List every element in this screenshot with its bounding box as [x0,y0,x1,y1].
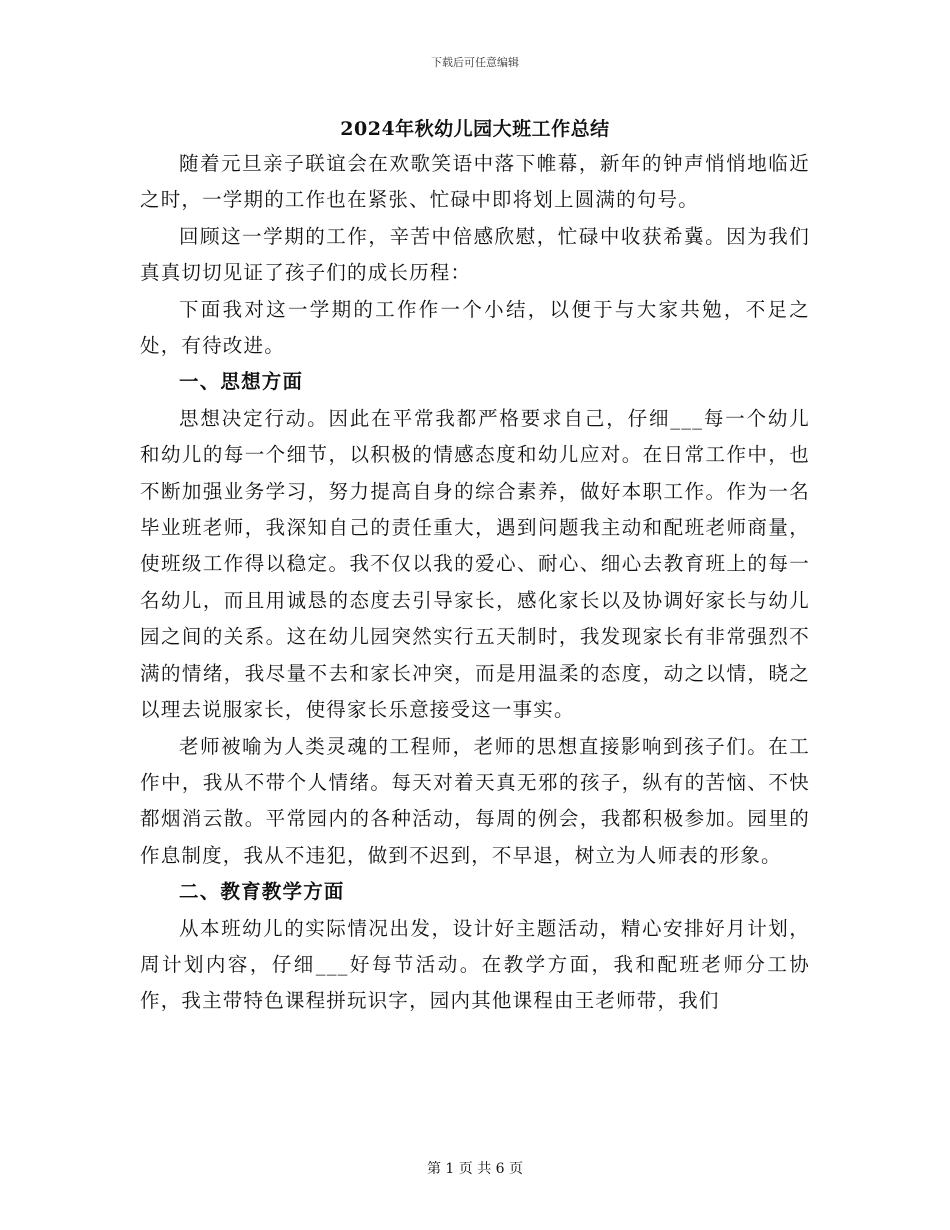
paragraph: 思想决定行动。因此在平常我都严格要求自己，仔细___每一个幼儿和幼儿的每一个细节，以积极的情感态度和幼儿应对。在日常工作中，也不断加强业务学习，努力提高自身的综合素养，做好本职工作。作为一名毕业班老师，我深知自己的责任重大，遇到问题我主动和配班老师商量，使班级工作得以稳定。我不仅以我的爱心、耐心、细心去教育班上的每一名幼儿，而且用诚恳的态度去引导家长，感化家长以及协调好家长与幼儿园之间的关系。这在幼儿园突然实行五天制时，我发现家长有非常强烈不满的情绪，我尽量不去和家长冲突，而是用温柔的态度，动之以情，晓之以理去说服家长，使得家长乐意接受这一事实。 [140,406,810,722]
paragraph: 随着元旦亲子联谊会在欢歌笑语中落下帷幕，新年的钟声悄悄地临近之时，一学期的工作也在紧张、忙碌中即将划上圆满的句号。 [140,152,810,212]
paragraph: 老师被喻为人类灵魂的工程师，老师的思想直接影响到孩子们。在工作中，我从不带个人情绪。每天对着天真无邪的孩子，纵有的苦恼、不快都烟消云散。平常园内的各种活动，每周的例会，我都积极参加。园里的作息制度，我从不违犯，做到不迟到，不早退，树立为人师表的形象。 [140,734,810,867]
section-heading-teaching: 二、教育教学方面 [179,880,345,904]
paragraph: 回顾这一学期的工作，辛苦中倍感欣慰，忙碌中收获希冀。因为我们真真切切见证了孩子们的成长历程： [140,224,810,285]
document-body [140,146,810,1020]
paragraph: 从本班幼儿的实际情况出发，设计好主题活动，精心安排好月计划，周计划内容，仔细___好每节活动。在教学方面，我和配班老师分工协作，我主带特色课程拼玩识字，园内其他课程由王老师带，我们 [140,916,810,1013]
document-title: 2024年秋幼儿园大班工作总结 [340,118,610,140]
header-note: 下载后可任意编辑 [431,56,519,69]
section-heading-thought: 一、思想方面 [179,370,304,394]
page-footer: 第 1 页 共 6 页 [426,1161,524,1177]
paragraph: 下面我对这一学期的工作作一个小结，以便于与大家共勉，不足之处，有待改进。 [140,297,810,358]
